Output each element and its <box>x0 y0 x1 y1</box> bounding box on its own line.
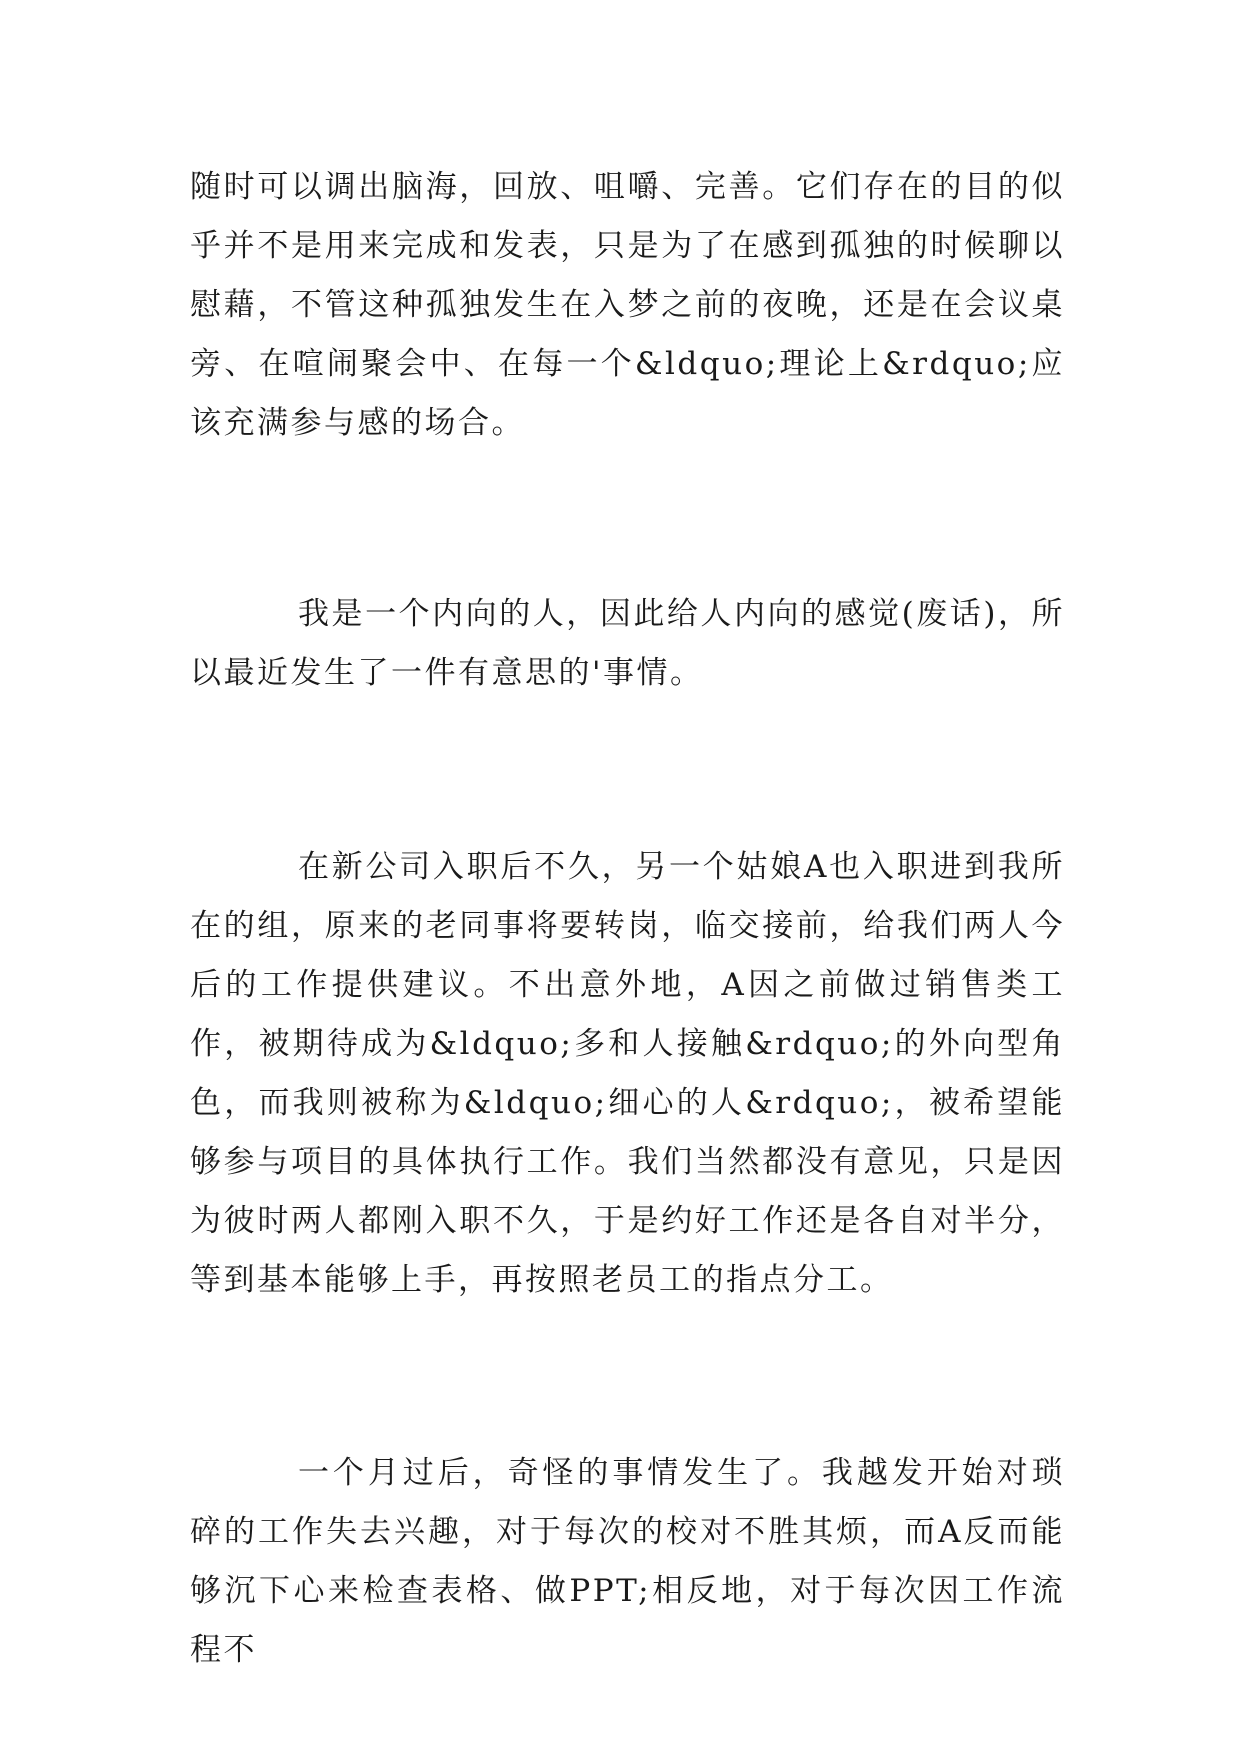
paragraph-introvert: 我是一个内向的人，因此给人内向的感觉(废话)，所以最近发生了一件有意思的'事情。 <box>190 596 1065 691</box>
paragraph-continuation: 随时可以调出脑海，回放、咀嚼、完善。它们存在的目的似乎并不是用来完成和发表，只是为了在感到孤独的时候聊以慰藉，不管这种孤独发生在入梦之前的夜晚，还是在会议桌旁、在喧闹聚会中、在每一个&ldquo;理论上&rdquo;应该充满参与感的场合。 <box>190 169 1065 441</box>
paragraph-new-company: 在新公司入职后不久，另一个姑娘A也入职进到我所在的组，原来的老同事将要转岗，临交接前，给我们两人今后的工作提供建议。不出意外地，A因之前做过销售类工作，被期待成为&ldquo;多和人接触&rdquo;的外向型角色，而我则被称为&ldquo;细心的人&rdquo;，被希望能够参与项目的具体执行工作。我们当然都没有意见，只是因为彼时两人都刚入职不久，于是约好工作还是各自对半分，等到基本能够上手，再按照老员工的指点分工。 <box>190 849 1065 1298</box>
document-body <box>190 158 1065 1680</box>
paragraph-one-month-later: 一个月过后，奇怪的事情发生了。我越发开始对琐碎的工作失去兴趣，对于每次的校对不胜其烦，而A反而能够沉下心来检查表格、做PPT;相反地，对于每次因工作流程不 <box>190 1455 1065 1668</box>
